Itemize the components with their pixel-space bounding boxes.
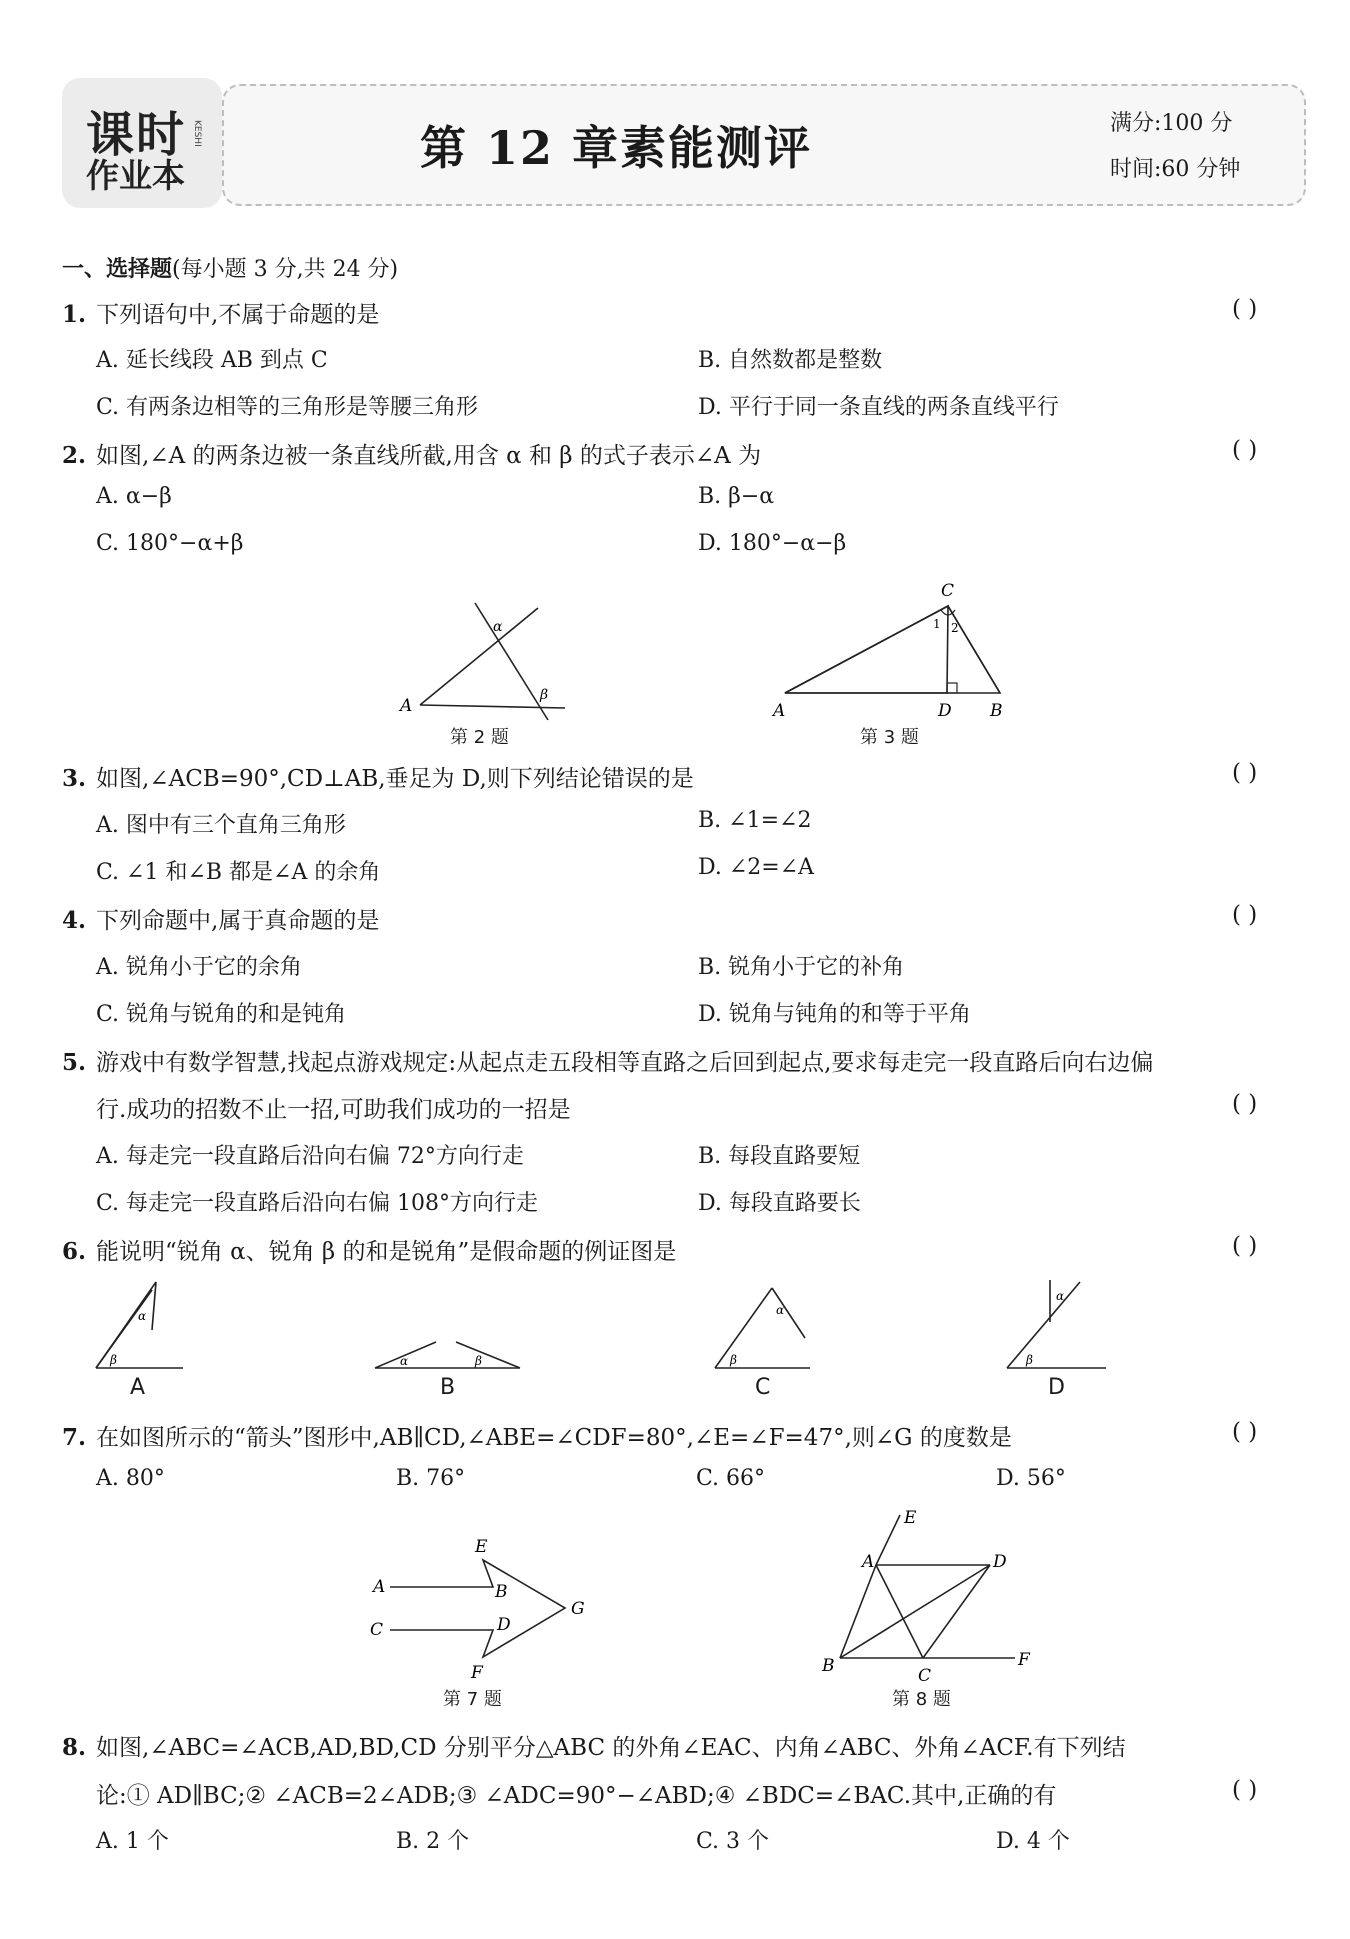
option-a: A. 图中有三个直角三角形 — [96, 813, 346, 838]
answer-bracket: ( ) — [1232, 1091, 1258, 1117]
fig6d-label-beta: β — [1026, 1353, 1033, 1367]
logo-tiny-text: KESHI — [192, 120, 202, 147]
fig6a-ray — [152, 1282, 156, 1330]
full-score: 满分:100 分 — [1110, 111, 1233, 136]
figure-2-diagram — [390, 595, 590, 730]
fig6a-side2 — [96, 1290, 152, 1368]
fig7-label-c: C — [370, 1620, 384, 1640]
question-text: 能说明“锐角 α、锐角 β 的和是锐角”是假命题的例证图是 — [96, 1239, 677, 1265]
fig6c-label-alpha: α — [776, 1303, 785, 1317]
question-number: 8. — [62, 1734, 87, 1761]
fig6c-label-beta: β — [730, 1353, 737, 1367]
fig3-label-b: B — [990, 701, 1003, 721]
fig8-line-ab — [840, 1565, 876, 1658]
answer-bracket: ( ) — [1232, 1777, 1258, 1803]
fig8-label-b: B — [822, 1656, 835, 1676]
question-5-line-2: 行.成功的招数不止一招,可助我们成功的一招是 — [96, 1097, 571, 1123]
fig6-option-b-diagram — [370, 1330, 530, 1370]
answer-bracket: ( ) — [1232, 760, 1258, 786]
fig6a-label-beta: β — [110, 1353, 117, 1367]
fig6a-label-alpha: α — [138, 1309, 147, 1323]
option-d: D. 平行于同一条直线的两条直线平行 — [698, 395, 1059, 420]
fig8-label-c: C — [918, 1666, 932, 1685]
option-b: B. 每段直路要短 — [698, 1144, 861, 1169]
fig6-label-c: C — [755, 1375, 771, 1400]
fig6b-label-beta: β — [475, 1354, 482, 1368]
option-c: C. 锐角与锐角的和是钝角 — [96, 1002, 347, 1027]
fig7-arrow-outline — [390, 1560, 565, 1657]
figure-3-caption: 第 3 题 — [860, 727, 919, 748]
logo-main-text: 课时 — [86, 107, 187, 163]
fig7-label-f: F — [471, 1663, 483, 1680]
figure-7-diagram — [365, 1530, 595, 1680]
question-6 — [62, 1233, 676, 1266]
question-text: 在如图所示的“箭头”图形中,AB∥CD,∠ABE=∠CDF=80°,∠E=∠F=47°,则∠G 的度数是 — [96, 1425, 1012, 1451]
page-title: 第 12 章素能测评 — [420, 121, 813, 175]
fig8-label-e: E — [904, 1508, 917, 1528]
question-5 — [62, 1044, 1153, 1077]
option-d: D. 每段直路要长 — [698, 1191, 861, 1216]
fig7-label-g: G — [571, 1599, 585, 1619]
answer-bracket: ( ) — [1232, 902, 1258, 928]
option-a: A. 1 个 — [96, 1829, 169, 1854]
fig6-label-a: A — [130, 1375, 146, 1400]
fig2-upper-line — [420, 608, 538, 705]
fig6-option-a-diagram — [88, 1280, 198, 1370]
question-number: 6. — [62, 1238, 87, 1265]
fig7-label-b: B — [495, 1582, 508, 1602]
option-c: C. 180°−α+β — [96, 531, 244, 556]
option-c: C. ∠1 和∠B 都是∠A 的余角 — [96, 860, 381, 885]
option-a: A. 每走完一段直路后沿向右偏 72°方向行走 — [96, 1144, 524, 1169]
option-d: D. 4 个 — [996, 1829, 1070, 1854]
answer-bracket: ( ) — [1232, 437, 1258, 463]
fig2-label-alpha: α — [493, 619, 503, 635]
option-d: D. 180°−α−β — [698, 531, 847, 556]
fig2-label-a: A — [400, 696, 413, 716]
fig8-line-ae — [876, 1515, 900, 1565]
fig8-label-d: D — [993, 1552, 1007, 1572]
option-b: B. β−α — [698, 484, 775, 509]
fig2-base-line — [420, 705, 565, 708]
fig7-label-e: E — [475, 1537, 488, 1557]
figure-2-caption: 第 2 题 — [450, 727, 509, 748]
answer-bracket: ( ) — [1232, 1419, 1258, 1445]
logo-sub-text: 作业本 — [86, 156, 185, 195]
figure-3-diagram — [765, 578, 1015, 728]
section-note: (每小题 3 分,共 24 分) — [172, 257, 399, 282]
option-d: D. 锐角与钝角的和等于平角 — [698, 1002, 971, 1027]
fig3-label-c: C — [941, 581, 955, 601]
figure-8-caption: 第 8 题 — [892, 1689, 951, 1710]
fig7-label-d: D — [497, 1615, 511, 1635]
question-text: 如图,∠ACB=90°,CD⊥AB,垂足为 D,则下列结论错误的是 — [96, 766, 694, 792]
fig8-line-cd — [923, 1565, 990, 1658]
fig3-outline — [785, 606, 1000, 693]
question-text: 游戏中有数学智慧,找起点游戏规定:从起点走五段相等直路之后回到起点,要求每走完一段直路后向右边偏 — [96, 1050, 1154, 1076]
fig3-right-angle-d — [947, 683, 957, 693]
option-a: A. α−β — [96, 484, 172, 509]
fig6d-side — [1007, 1282, 1080, 1368]
question-number: 1. — [62, 301, 87, 328]
fig6d-label-alpha: α — [1056, 1289, 1065, 1303]
fig6-label-d: D — [1048, 1375, 1065, 1400]
fig6-option-c-diagram — [710, 1280, 820, 1370]
figure-7-caption: 第 7 题 — [443, 1689, 502, 1710]
time-limit: 时间:60 分钟 — [1110, 157, 1241, 182]
fig2-label-beta: β — [540, 687, 549, 703]
question-text: 如图,∠A 的两条边被一条直线所截,用含 α 和 β 的式子表示∠A 为 — [96, 443, 762, 469]
answer-bracket: ( ) — [1232, 1233, 1258, 1259]
question-number: 2. — [62, 442, 87, 469]
answer-bracket: ( ) — [1232, 296, 1258, 322]
option-d: D. 56° — [996, 1466, 1066, 1491]
fig6c-side — [715, 1288, 772, 1368]
option-b: B. 76° — [396, 1466, 466, 1491]
question-text: 下列语句中,不属于命题的是 — [96, 302, 380, 328]
option-b: B. ∠1=∠2 — [698, 808, 812, 833]
fig3-label-2: 2 — [951, 621, 959, 635]
option-b: B. 自然数都是整数 — [698, 348, 883, 373]
option-a: A. 锐角小于它的余角 — [96, 955, 302, 980]
option-c: C. 每走完一段直路后沿向右偏 108°方向行走 — [96, 1191, 539, 1216]
fig8-label-a: A — [862, 1552, 875, 1572]
question-8 — [62, 1729, 1126, 1762]
figure-8-diagram — [810, 1505, 1050, 1685]
fig3-label-a: A — [773, 701, 786, 721]
option-d: D. ∠2=∠A — [698, 855, 815, 880]
section-title — [62, 252, 398, 283]
question-8-line-2: 论:① AD∥BC;② ∠ACB=2∠ADB;③ ∠ADC=90°−∠ABD;④ ∠BDC=∠BAC.其中,正确的有 — [96, 1783, 1057, 1809]
option-c: C. 3 个 — [696, 1829, 770, 1854]
option-a: A. 延长线段 AB 到点 C — [96, 348, 328, 373]
question-text: 下列命题中,属于真命题的是 — [96, 908, 380, 934]
fig8-label-f: F — [1018, 1650, 1030, 1670]
question-4 — [62, 902, 379, 935]
question-number: 7. — [62, 1424, 87, 1451]
fig7-label-a: A — [373, 1577, 386, 1597]
question-number: 3. — [62, 765, 87, 792]
fig6b-right-ray — [456, 1342, 520, 1368]
question-1 — [62, 296, 379, 329]
option-a: A. 80° — [96, 1466, 165, 1491]
option-c: C. 有两条边相等的三角形是等腰三角形 — [96, 395, 479, 420]
fig6-option-d-diagram — [1002, 1278, 1112, 1370]
fig3-label-1: 1 — [933, 617, 941, 631]
fig3-label-d: D — [938, 701, 952, 721]
question-7 — [62, 1419, 1012, 1452]
question-text: 如图,∠ABC=∠ACB,AD,BD,CD 分别平分△ABC 的外角∠EAC、内角∠ABC、外角∠ACF.有下列结 — [96, 1735, 1126, 1761]
option-b: B. 2 个 — [396, 1829, 470, 1854]
question-number: 4. — [62, 907, 87, 934]
question-3 — [62, 760, 694, 793]
fig8-line-bd — [840, 1565, 990, 1658]
fig2-transversal — [475, 603, 548, 720]
fig6-label-b: B — [440, 1375, 456, 1400]
question-number: 5. — [62, 1049, 87, 1076]
option-b: B. 锐角小于它的补角 — [698, 955, 905, 980]
question-2 — [62, 437, 761, 470]
section-label: 一、选择题 — [62, 256, 173, 282]
fig6b-label-alpha: α — [400, 1354, 409, 1368]
option-c: C. 66° — [696, 1466, 766, 1491]
